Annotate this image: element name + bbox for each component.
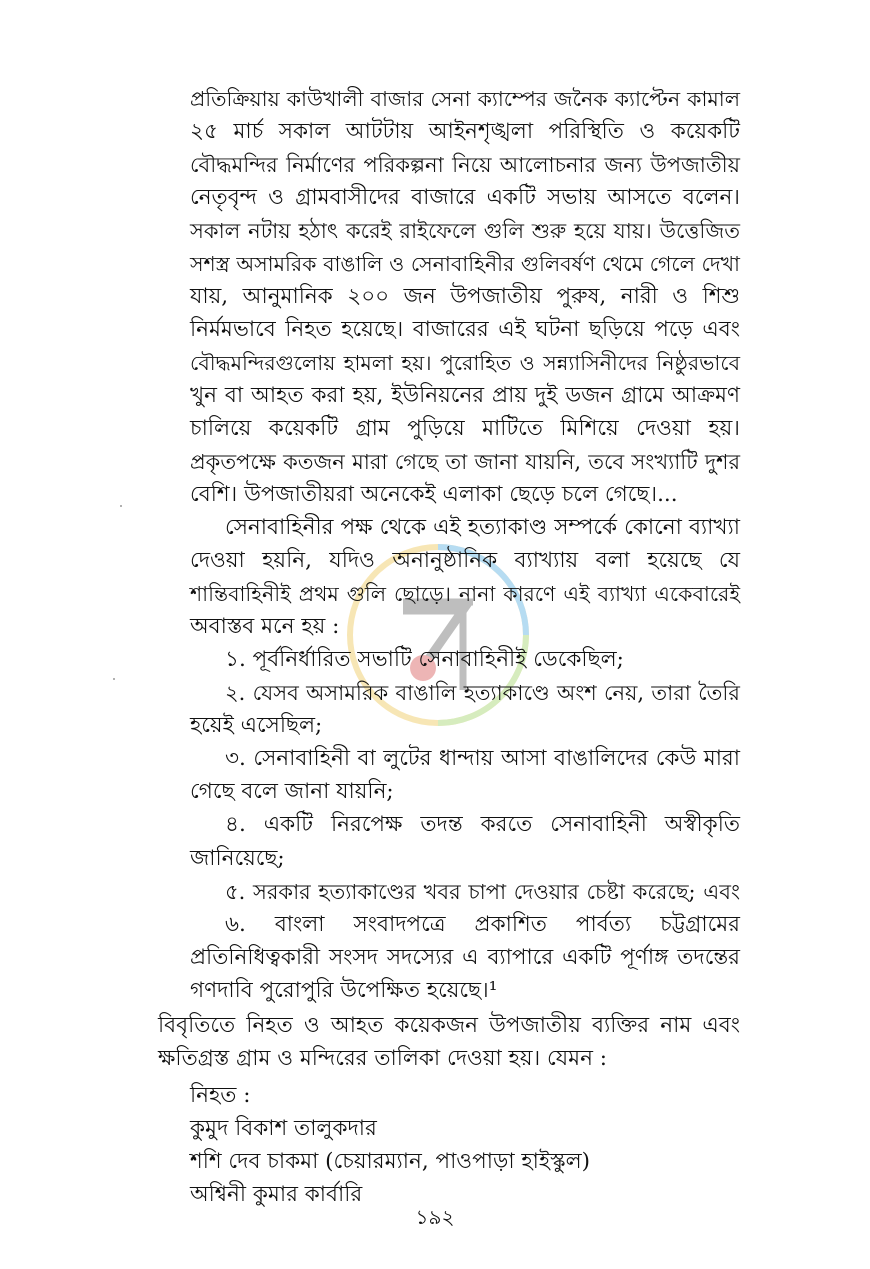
scan-speck (113, 678, 115, 680)
para2-line: দেওয়া হয়নি, যদিও অনানুষ্ঠানিক ব্যাখ্যায় বলা হয়েছে যে (190, 548, 740, 574)
list-item-5: ৫. সরকার হত্যাকাণ্ডের খবর চাপা দেওয়ার চেষ্টা করেছে; এবং (225, 879, 740, 904)
list-item-2: ২. যেসব অসামরিক বাঙালি হত্যাকাণ্ডে অংশ নেয়, তারা তৈরি (225, 681, 740, 706)
para2-line: অবাস্তব মনে হয় : (190, 614, 340, 640)
killed-name: কুমুদ বিকাশ তালুকদার (190, 1115, 377, 1141)
para1-line: নির্মমভাবে নিহত হয়েছে। বাজারের এই ঘটনা ছড়িয়ে পড়ে এবং (190, 316, 740, 342)
killed-name: অশ্বিনী কুমার কার্বারি (190, 1181, 363, 1207)
para1-line: প্রতিক্রিয়ায় কাউখালী বাজার সেনা ক্যাম্পের জনৈক ক্যাপ্টেন কামাল (190, 86, 740, 111)
list-item-4-cont: জানিয়েছে; (190, 845, 285, 871)
para1-line: বেশি। উপজাতীয়রা অনেকেই এলাকা ছেড়ে চলে গেছে।... (190, 482, 678, 507)
scan-speck (120, 505, 122, 507)
list-item-3-cont: গেছে বলে জানা যায়নি; (190, 779, 394, 805)
killed-name: শশি দেব চাকমা (চেয়ারম্যান, পাওপাড়া হাইস্কুল) (190, 1148, 590, 1174)
para1-line: সকাল নটায় হঠাৎ করেই রাইফেলে গুলি শুরু হয়ে যায়। উত্তেজিত (190, 218, 740, 243)
para1-line: চালিয়ে কয়েকটি গ্রাম পুড়িয়ে মাটিতে মিশিয়ে দেওয়া হয়। (190, 416, 740, 441)
para1-line: যায়, আনুমানিক ২০০ জন উপজাতীয় পুরুষ, নারী ও শিশু (190, 283, 740, 309)
para3-line: ক্ষতিগ্রস্ত গ্রাম ও মন্দিরের তালিকা দেওয়া হয়। যেমন : (158, 1045, 608, 1071)
list-item-2-cont: হয়েই এসেছিল; (190, 713, 323, 739)
list-item-6-cont: প্রতিনিধিত্বকারী সংসদ সদস্যের এ ব্যাপারে একটি পূর্ণাঙ্গ তদন্তের (190, 944, 740, 970)
para2-line: শান্তিবাহিনীই প্রথম গুলি ছোড়ে। নানা কারণে এই ব্যাখ্যা একেবারেই (190, 582, 740, 607)
para1-line: প্রকৃতপক্ষে কতজন মারা গেছে তা জানা যায়নি, তবে সংখ্যাটি দুশর (190, 450, 740, 474)
list-item-3: ৩. সেনাবাহিনী বা লুটের ধান্দায় আসা বাঙালিদের কেউ মারা (225, 746, 740, 772)
para1-line: ২৫ মার্চ সকাল আটটায় আইনশৃঙ্খলা পরিস্থিতি ও কয়েকটি (190, 118, 740, 144)
para1-line: নেতৃবৃন্দ ও গ্রামবাসীদের বাজারে একটি সভায় আসতে বলেন। (190, 184, 740, 210)
para3-line: বিবৃতিতে নিহত ও আহত কয়েকজন উপজাতীয় ব্যক্তির নাম এবং (158, 1012, 740, 1038)
para1-line: বৌদ্ধমন্দিরগুলোয় হামলা হয়। পুরোহিত ও সন্ন্যাসিনীদের নিষ্ঠুরভাবে (190, 350, 740, 375)
para1-line: সশস্ত্র অসামরিক বাঙালি ও সেনাবাহিনীর গুলিবর্ষণ থেমে গেলে দেখা (190, 251, 740, 276)
page-number: ১৯২ (415, 1205, 455, 1229)
para1-line: খুন বা আহত করা হয়, ইউনিয়নের প্রায় দুই ডজন গ্রামে আক্রমণ (190, 382, 740, 408)
para2-line: সেনাবাহিনীর পক্ষ থেকে এই হত্যাকাণ্ড সম্পর্কে কোনো ব্যাখ্যা (225, 515, 740, 541)
list-item-4: ৪. একটি নিরপেক্ষ তদন্ত করতে সেনাবাহিনী অস্বীকৃতি (225, 812, 740, 838)
list-item-6-cont: গণদাবি পুরোপুরি উপেক্ষিত হয়েছে।¹ (190, 977, 498, 1003)
para1-line: বৌদ্ধমন্দির নির্মাণের পরিকল্পনা নিয়ে আলোচনার জন্য উপজাতীয় (190, 152, 740, 177)
list-item-6: ৬. বাংলা সংবাদপত্রে প্রকাশিত পার্বত্য চট্টগ্রামের (225, 911, 740, 937)
killed-heading: নিহত : (190, 1082, 251, 1108)
list-item-1: ১. পূর্বনির্ধারিত সভাটি সেনাবাহিনীই ডেকেছিল; (225, 647, 624, 673)
